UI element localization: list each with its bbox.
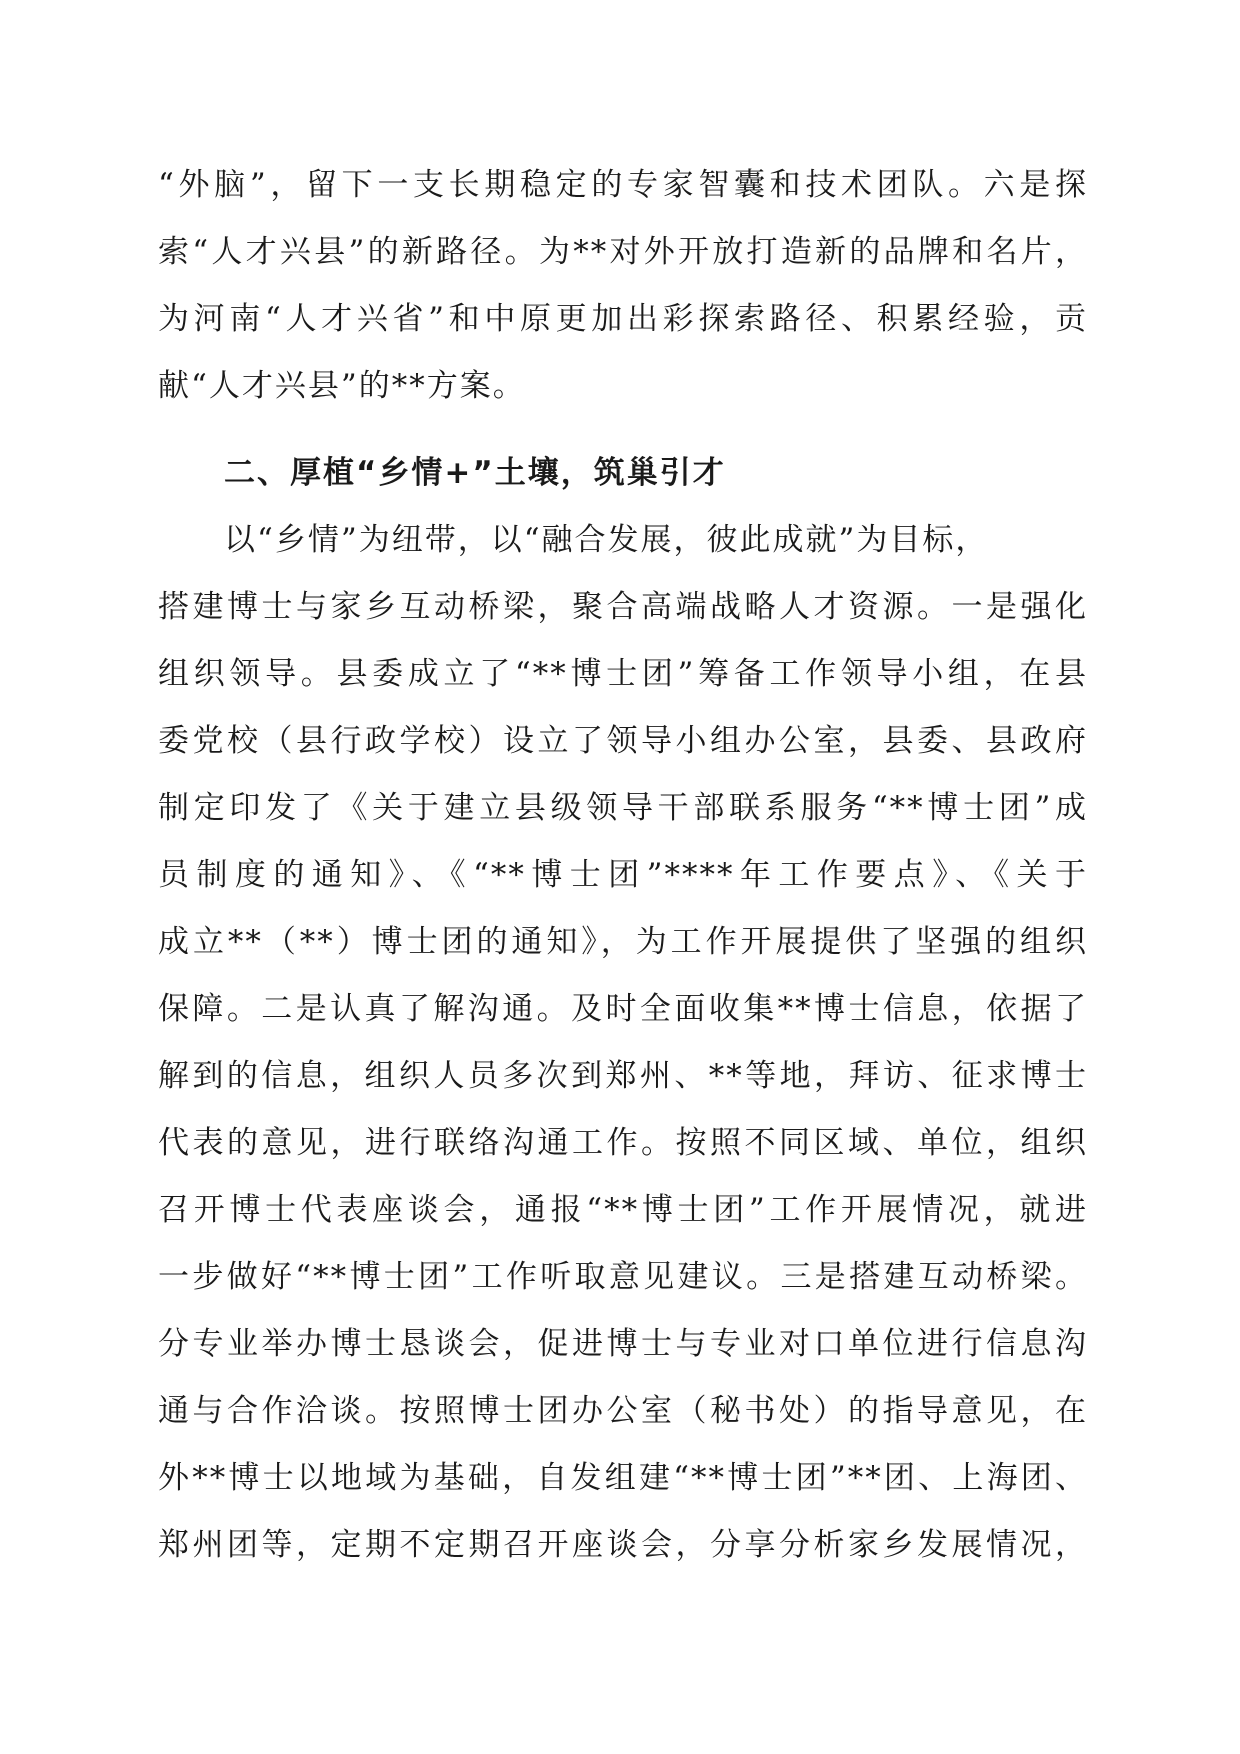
paragraph-line: 员制度的通知》、《“**博士团”****年工作要点》、《关于	[158, 857, 1088, 893]
paragraph-line: 以“乡情”为纽带，以“融合发展，彼此成就”为目标，	[224, 522, 989, 558]
section-heading-block	[158, 440, 1088, 507]
paragraph-line: 一步做好“**博士团”工作听取意见建议。三是搭建互动桥梁。	[158, 1259, 1088, 1295]
paragraph-line: 解到的信息，组织人员多次到郑州、**等地，拜访、征求博士	[158, 1058, 1088, 1094]
paragraph-main	[158, 507, 1088, 1579]
paragraph-line: 郑州团等，定期不定期召开座谈会，分享分析家乡发展情况，	[158, 1527, 1088, 1563]
paragraph-line: 召开博士代表座谈会，通报“**博士团”工作开展情况，就进	[158, 1192, 1088, 1228]
paragraph-intro	[158, 152, 1088, 420]
paragraph-line: 献“人才兴县”的**方案。	[158, 368, 526, 404]
paragraph-line: 分专业举办博士恳谈会，促进博士与专业对口单位进行信息沟	[158, 1326, 1088, 1362]
paragraph-line: 委党校（县行政学校）设立了领导小组办公室，县委、县政府	[158, 723, 1088, 759]
paragraph-line: 代表的意见，进行联络沟通工作。按照不同区域、单位，组织	[158, 1125, 1088, 1161]
paragraph-line: 成立**（**）博士团的通知》，为工作开展提供了坚强的组织	[158, 924, 1088, 960]
paragraph-line: 搭建博士与家乡互动桥梁，聚合高端战略人才资源。一是强化	[158, 589, 1088, 625]
paragraph-line: 保障。二是认真了解沟通。及时全面收集**博士信息，依据了	[158, 991, 1088, 1027]
paragraph-line: 索“人才兴县”的新路径。为**对外开放打造新的品牌和名片，	[158, 234, 1088, 270]
paragraph-line: 为河南“人才兴省”和中原更加出彩探索路径、积累经验，贡	[158, 301, 1088, 337]
paragraph-line: 组织领导。县委成立了“**博士团”筹备工作领导小组，在县	[158, 656, 1088, 692]
paragraph-line: 通与合作洽谈。按照博士团办公室（秘书处）的指导意见，在	[158, 1393, 1088, 1429]
paragraph-line: “外脑”，留下一支长期稳定的专家智囊和技术团队。六是探	[158, 167, 1088, 203]
paragraph-line: 制定印发了《关于建立县级领导干部联系服务“**博士团”成	[158, 790, 1088, 826]
paragraph-line: 外**博士以地域为基础，自发组建“**博士团”**团、上海团、	[158, 1460, 1088, 1496]
section-heading: 二、厚植“乡情+”土壤，筑巢引才	[224, 455, 726, 491]
